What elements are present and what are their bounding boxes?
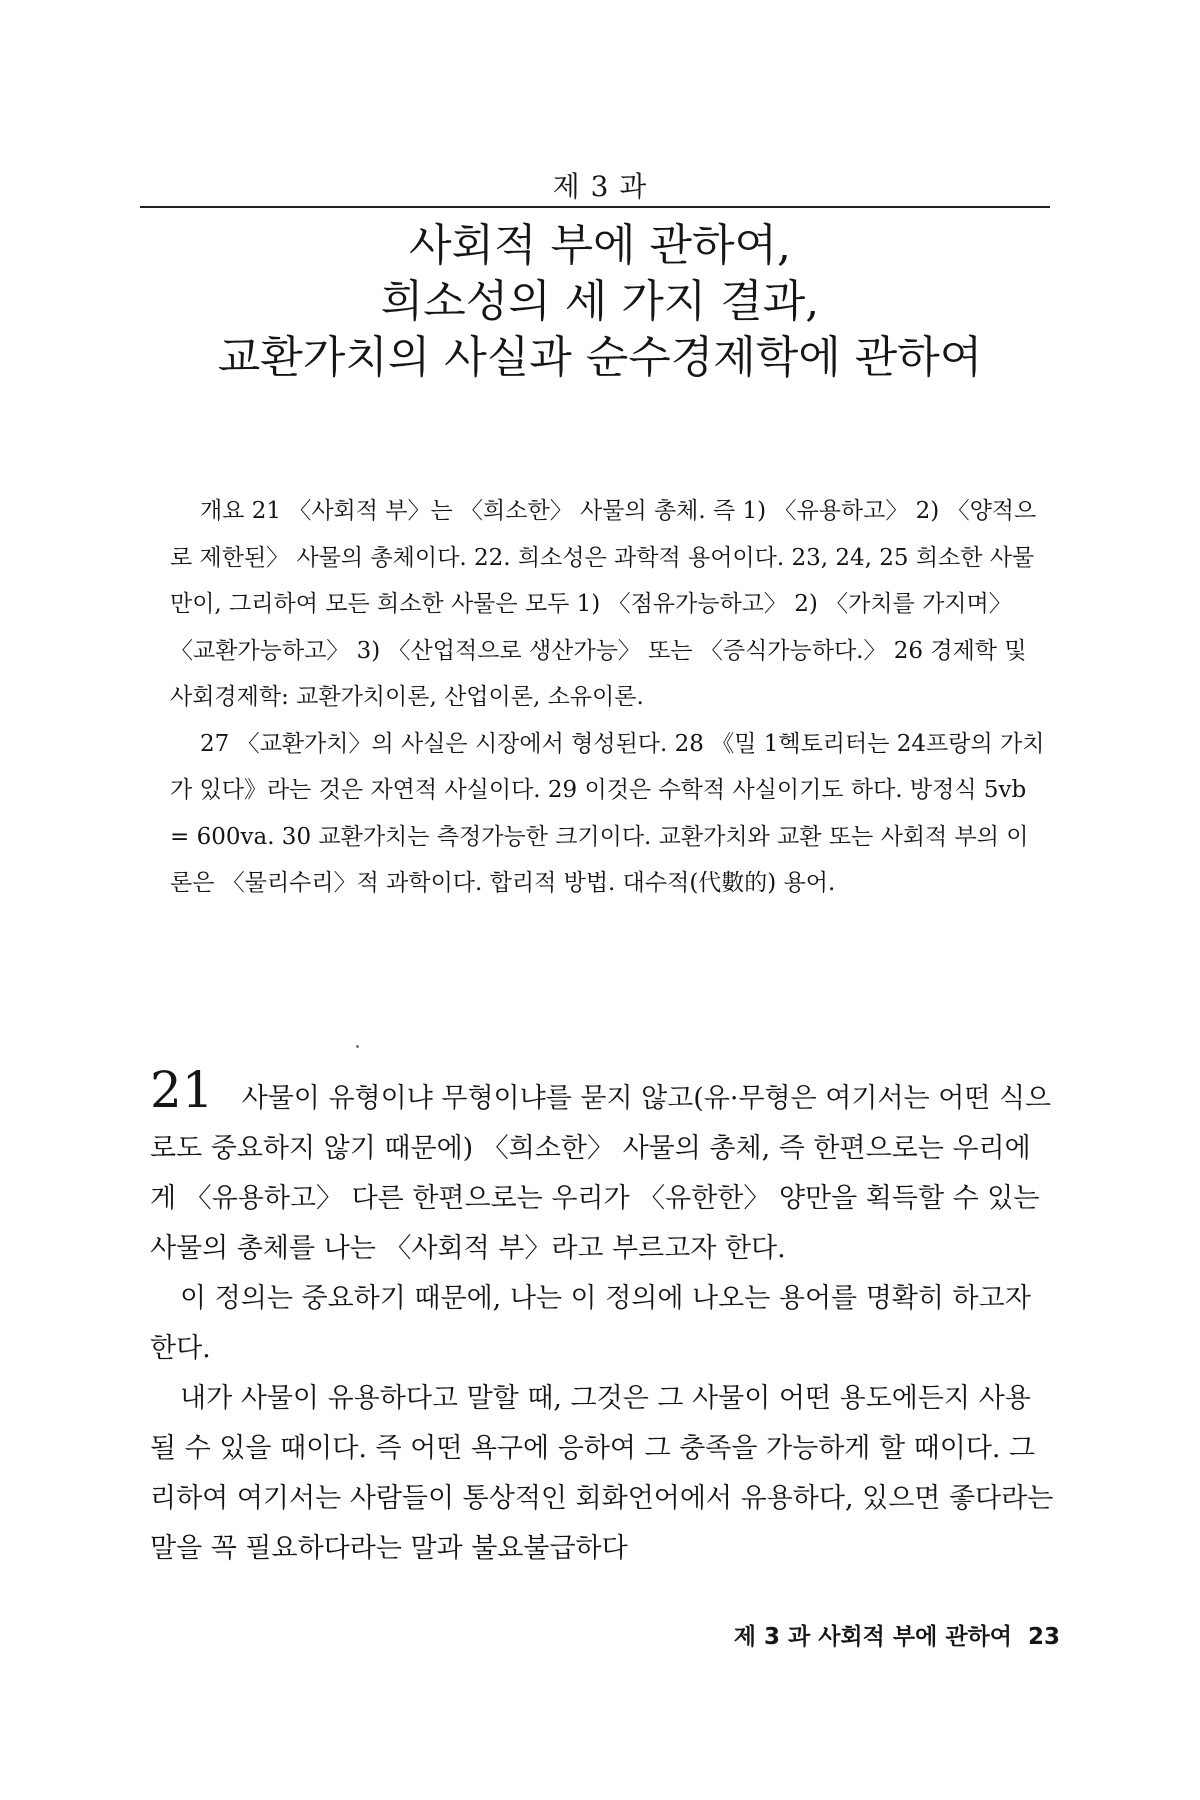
lesson-label: 제 3 과 <box>552 170 648 203</box>
chapter-title <box>0 218 1200 386</box>
summary-paragraph-2: 27 〈교환가치〉의 사실은 시장에서 형성된다. 28 《밀 1헥토리터는 24프랑의 가치가 있다》라는 것은 자연적 사실이다. 29 이것은 수학적 사실이기도 하다. 방정식 5vb = 600va. 30 교환가치는 측정가능한 크기이다. 교환가치와 교환 또는 사회적 부의 이론은 〈물리수리〉적 과학이다. 합리적 방법. 대수적(代數的) 용어. <box>170 730 1045 896</box>
summary-paragraph-1: 개요 21 〈사회적 부〉는 〈희소한〉 사물의 총체. 즉 1) 〈유용하고〉 2) 〈양적으로 제한된〉 사물의 총체이다. 22. 희소성은 과학적 용어이다. 23, 24, 25 희소한 사물만이, 그리하여 모든 희소한 사물은 모두 1) 〈점유가능하고〉 2) 〈가치를 가지며〉 〈교환가능하고〉 3) 〈산업적으로 생산가능〉 또는 〈증식가능하다.〉 26 경제학 및 사회경제학: 교환가치이론, 산업이론, 소유이론. <box>170 498 1037 710</box>
chapter-title-line-2: 희소성의 세 가지 결과, <box>380 276 820 327</box>
body-paragraph-1-text: 사물이 유형이냐 무형이냐를 묻지 않고(유·무형은 여기서는 어떤 식으로도 중요하지 않기 때문에) 〈희소한〉 사물의 총체, 즉 한편으로는 우리에게 〈유용하고〉 다른 한편으로는 우리가 〈유한한〉 양만을 획득할 수 있는 사물의 총체를 나는 〈사회적 부〉라고 부르고자 한다. <box>150 1083 1052 1264</box>
stray-dot <box>356 1045 359 1048</box>
body-paragraph-2: 이 정의는 중요하기 때문에, 나는 이 정의에 나오는 용어를 명확히 하고자 한다. <box>150 1283 1031 1364</box>
chapter-title-line-3: 교환가치의 사실과 순수경제학에 관하여 <box>217 332 983 383</box>
body-paragraph-3: 내가 사물이 유용하다고 말할 때, 그것은 그 사물이 어떤 용도에든지 사용될 수 있을 때이다. 즉 어떤 욕구에 응하여 그 충족을 가능하게 할 때이다. 그리하여 여기서는 사람들이 통상적인 회화언어에서 유용하다, 있으면 좋다라는 말을 꼭 필요하다라는 말과 불요불급하다 <box>150 1383 1054 1564</box>
body-text <box>150 1061 1055 1574</box>
running-footer <box>640 1618 1060 1651</box>
page-number: 23 <box>1027 1624 1060 1650</box>
title-rule <box>140 206 1050 208</box>
body-paragraph-1 <box>150 1061 1055 1274</box>
chapter-summary <box>170 488 1048 907</box>
running-footer-title: 제 3 과 사회적 부에 관하여 <box>733 1624 1012 1650</box>
section-number: 21 <box>150 1061 214 1119</box>
chapter-title-line-1: 사회적 부에 관하여, <box>409 220 791 271</box>
